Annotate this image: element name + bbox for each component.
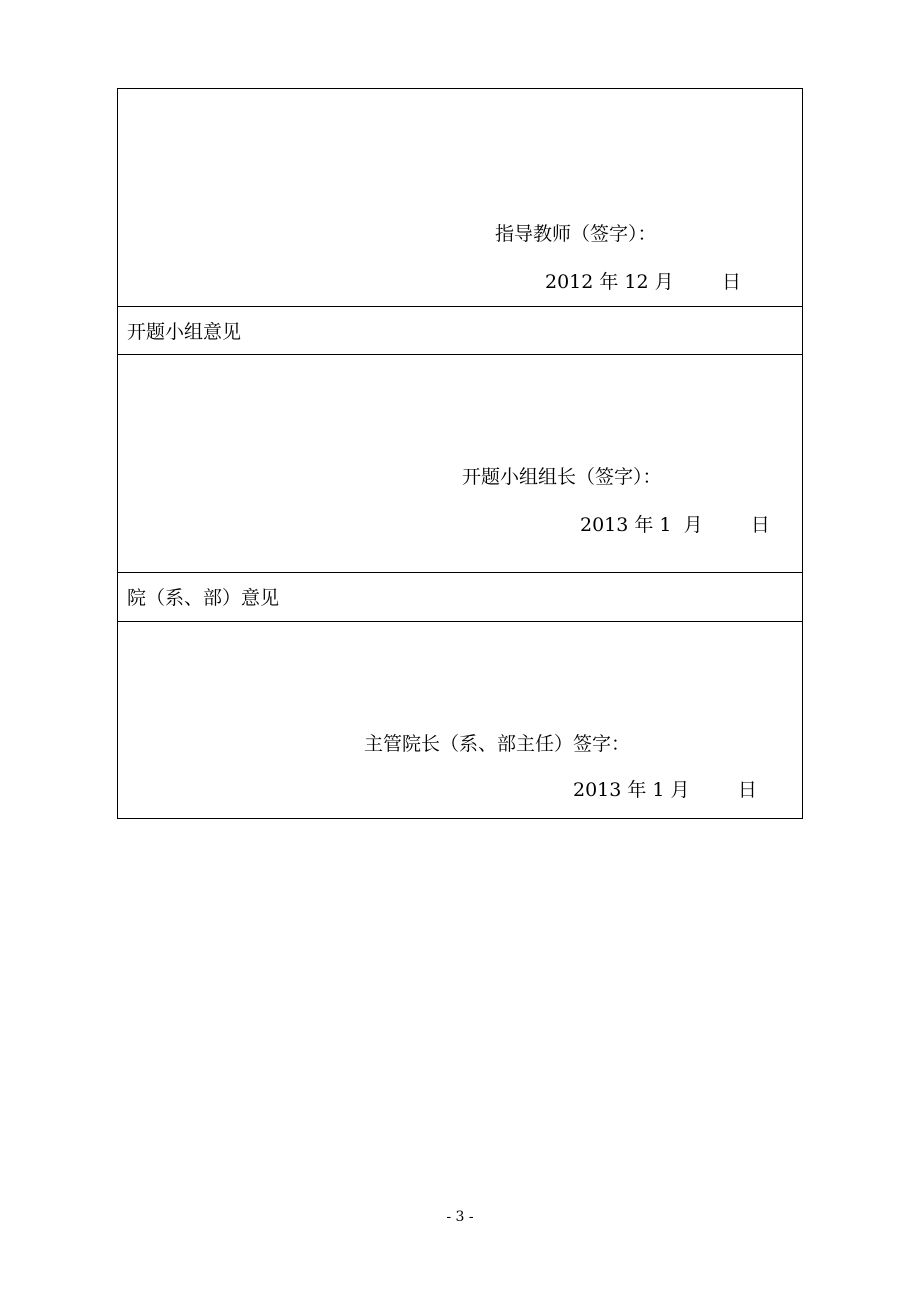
- proposal-group-leader-signature-label: 开题小组组长（签字）：: [462, 466, 662, 488]
- row-divider: [118, 306, 802, 307]
- page-number: - 3 -: [446, 1209, 474, 1225]
- row-divider: [118, 621, 802, 622]
- proposal-group-date-line: 2013 年 1 月 日: [580, 514, 770, 536]
- proposal-group-opinion-header: 开题小组意见: [127, 321, 242, 343]
- row-divider: [118, 572, 802, 573]
- row-divider: [118, 354, 802, 355]
- advisor-date-line: 2012 年 12 月 日: [545, 271, 741, 293]
- opinion-form-table: [117, 88, 803, 819]
- department-head-signature-label: 主管院长（系、部主任）签字：: [364, 733, 631, 755]
- department-opinion-header: 院（系、部）意见: [127, 587, 280, 609]
- advisor-signature-label: 指导教师（签字）：: [495, 223, 657, 245]
- department-date-line: 2013 年 1 月 日: [573, 779, 757, 801]
